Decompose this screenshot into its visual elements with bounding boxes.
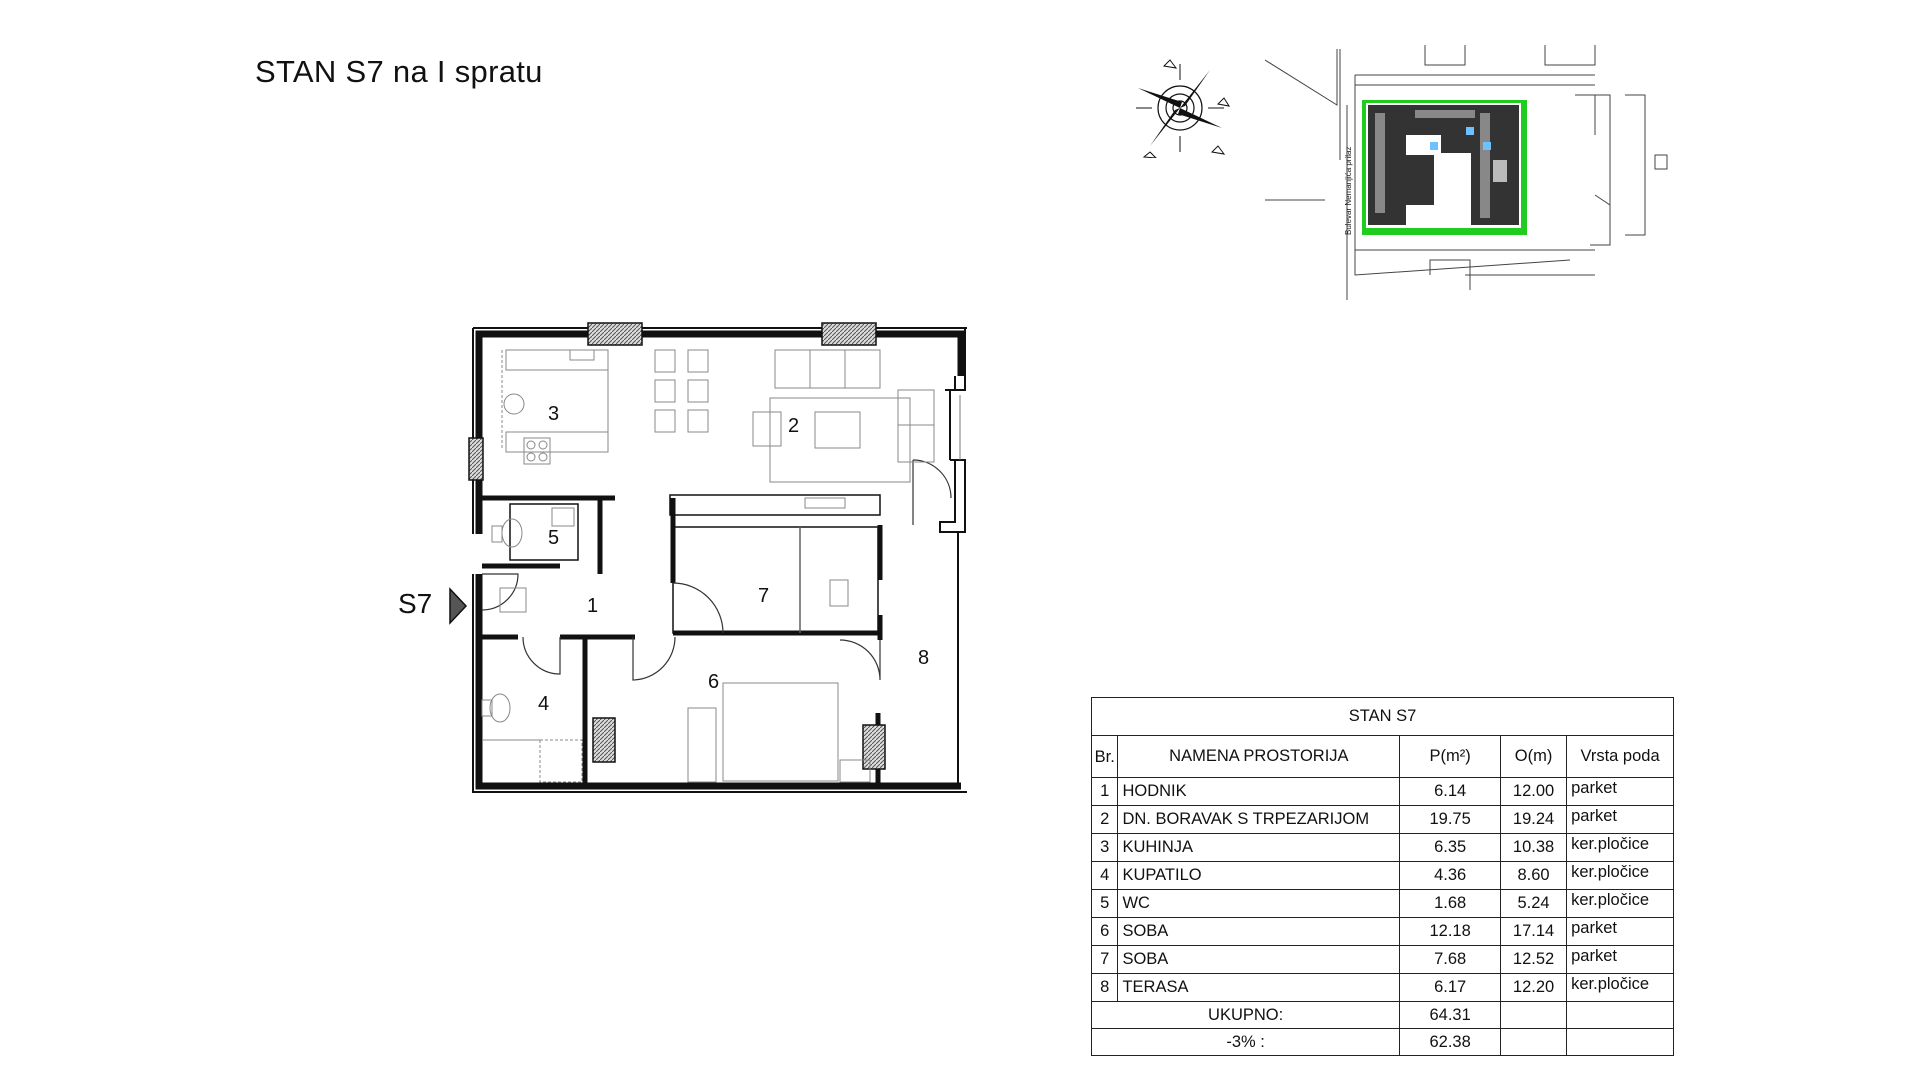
- entry-label: S7: [398, 588, 433, 619]
- site-plan: [1265, 45, 1695, 305]
- table-row: [1092, 946, 1674, 974]
- street-label: Bulevar Nemanjića prilaz: [1344, 146, 1353, 235]
- row-name: DN. BORAVAK S TRPEZARIJOM: [1118, 806, 1400, 834]
- total-label: UKUPNO:: [1092, 1002, 1400, 1029]
- reduced-label: -3% :: [1092, 1029, 1400, 1056]
- floor-plan: [460, 320, 980, 800]
- window: [822, 323, 876, 345]
- row-area: 12.18: [1400, 918, 1501, 946]
- header-name: NAMENA PROSTORIJA: [1118, 736, 1400, 778]
- room-label-1: 1: [587, 595, 599, 617]
- row-area: 6.14: [1400, 778, 1501, 806]
- header-perimeter: O(m): [1501, 736, 1567, 778]
- room-label-8: 8: [918, 647, 930, 669]
- row-perimeter: 10.38: [1501, 834, 1567, 862]
- row-floor: parket: [1567, 946, 1674, 974]
- header-br: Br.: [1092, 736, 1118, 778]
- table-row: [1092, 806, 1674, 834]
- row-area: 7.68: [1400, 946, 1501, 974]
- table-row: [1092, 918, 1674, 946]
- row-perimeter: 19.24: [1501, 806, 1567, 834]
- total-value: 64.31: [1400, 1002, 1501, 1029]
- entry-arrow-icon: [448, 587, 468, 625]
- table-caption: STAN S7: [1092, 698, 1674, 736]
- column: [469, 438, 483, 480]
- row-perimeter: 17.14: [1501, 918, 1567, 946]
- room-label-6: 6: [708, 671, 720, 693]
- table-row: [1092, 974, 1674, 1002]
- room-label-7: 7: [758, 585, 770, 607]
- row-name: SOBA: [1118, 918, 1400, 946]
- row-floor: ker.pločice: [1567, 890, 1674, 918]
- row-name: HODNIK: [1118, 778, 1400, 806]
- total-row: [1092, 1002, 1674, 1029]
- window: [588, 323, 642, 345]
- row-perimeter: 8.60: [1501, 862, 1567, 890]
- row-area: 4.36: [1400, 862, 1501, 890]
- page-title: STAN S7 na I spratu: [255, 54, 543, 89]
- row-area: 6.17: [1400, 974, 1501, 1002]
- table-row: [1092, 834, 1674, 862]
- row-area: 6.35: [1400, 834, 1501, 862]
- row-area: 1.68: [1400, 890, 1501, 918]
- header-area: P(m²): [1400, 736, 1501, 778]
- row-area: 19.75: [1400, 806, 1501, 834]
- row-br: 3: [1092, 834, 1118, 862]
- column: [593, 718, 615, 762]
- row-name: KUHINJA: [1118, 834, 1400, 862]
- reduced-row: [1092, 1029, 1674, 1056]
- header-floor: Vrsta poda: [1567, 736, 1674, 778]
- row-floor: ker.pločice: [1567, 974, 1674, 1002]
- row-br: 1: [1092, 778, 1118, 806]
- row-perimeter: 12.00: [1501, 778, 1567, 806]
- row-floor: parket: [1567, 778, 1674, 806]
- reduced-value: 62.38: [1400, 1029, 1501, 1056]
- row-br: 2: [1092, 806, 1118, 834]
- row-floor: ker.pločice: [1567, 862, 1674, 890]
- table-row: [1092, 778, 1674, 806]
- row-name: SOBA: [1118, 946, 1400, 974]
- compass-icon: [1130, 58, 1230, 158]
- column: [863, 725, 885, 769]
- row-perimeter: 12.52: [1501, 946, 1567, 974]
- room-label-4: 4: [538, 693, 550, 715]
- room-label-3: 3: [548, 403, 560, 425]
- row-floor: ker.pločice: [1567, 834, 1674, 862]
- row-name: KUPATILO: [1118, 862, 1400, 890]
- room-label-2: 2: [788, 415, 800, 437]
- table-row: [1092, 862, 1674, 890]
- building-footprint: [1362, 100, 1527, 235]
- row-name: TERASA: [1118, 974, 1400, 1002]
- room-table: [1091, 697, 1674, 1056]
- row-floor: parket: [1567, 918, 1674, 946]
- row-br: 6: [1092, 918, 1118, 946]
- table-row: [1092, 890, 1674, 918]
- row-br: 8: [1092, 974, 1118, 1002]
- room-label-5: 5: [548, 527, 560, 549]
- interior-walls: [482, 498, 880, 786]
- row-br: 7: [1092, 946, 1118, 974]
- row-perimeter: 5.24: [1501, 890, 1567, 918]
- row-br: 4: [1092, 862, 1118, 890]
- row-br: 5: [1092, 890, 1118, 918]
- row-floor: parket: [1567, 806, 1674, 834]
- row-perimeter: 12.20: [1501, 974, 1567, 1002]
- row-name: WC: [1118, 890, 1400, 918]
